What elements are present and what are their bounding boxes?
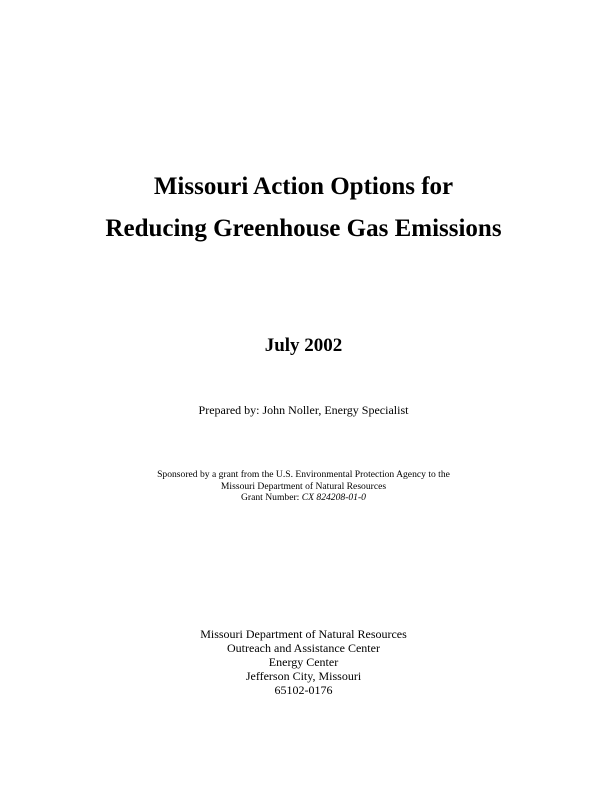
publication-date: July 2002 bbox=[264, 335, 343, 356]
prepared-by: Prepared by: John Noller, Energy Specialist bbox=[198, 403, 409, 417]
address-block bbox=[0, 627, 607, 697]
address-line-1: Missouri Department of Natural Resources bbox=[200, 627, 407, 641]
address-line-5: 65102-0176 bbox=[274, 683, 333, 697]
title-line-1: Missouri Action Options for bbox=[153, 173, 454, 200]
address-line-4: Jefferson City, Missouri bbox=[245, 669, 362, 683]
title-line-2: Reducing Greenhouse Gas Emissions bbox=[105, 215, 502, 242]
address-line-3: Energy Center bbox=[268, 655, 339, 669]
address-line-2: Outreach and Assistance Center bbox=[227, 641, 380, 655]
sponsor-block bbox=[0, 469, 607, 504]
grant-number: CX 824208-01-0 bbox=[301, 492, 366, 503]
sponsor-line-2: Missouri Department of Natural Resources bbox=[220, 480, 387, 492]
grant-line bbox=[0, 492, 607, 504]
sponsor-line-1: Sponsored by a grant from the U.S. Environmental Protection Agency to the bbox=[157, 469, 450, 480]
document-title bbox=[0, 166, 607, 250]
grant-label: Grant Number: bbox=[241, 492, 302, 503]
